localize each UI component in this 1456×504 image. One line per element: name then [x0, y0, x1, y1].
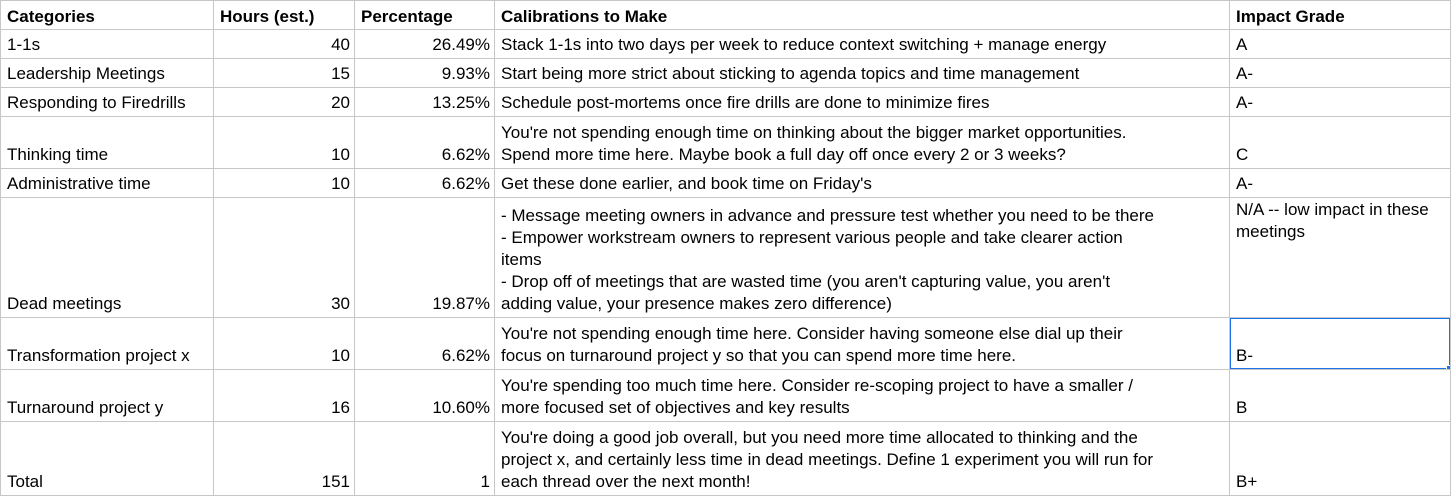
percentage-cell[interactable]: 10.60% [355, 370, 495, 422]
calibration-line: focus on turnaround project y so that you can spend more time here. [501, 346, 1017, 365]
percentage-cell[interactable]: 19.87% [355, 198, 495, 318]
calibration-line: items [501, 250, 542, 269]
table-row [1, 370, 1451, 422]
calibration-cell[interactable] [495, 318, 1230, 370]
calibration-cell[interactable] [495, 59, 1230, 88]
calibration-line: You're spending too much time here. Consider re-scoping project to have a smaller / [501, 376, 1133, 395]
category-cell[interactable]: Total [1, 422, 214, 496]
impact-grade-cell[interactable]: A- [1230, 169, 1451, 198]
header-cell-calibrations[interactable]: Calibrations to Make [495, 1, 1230, 30]
hours-cell[interactable]: 10 [214, 117, 355, 169]
calibration-line: You're doing a good job overall, but you need more time allocated to thinking and the [501, 428, 1138, 447]
percentage-cell[interactable]: 6.62% [355, 117, 495, 169]
calibration-line: more focused set of objectives and key results [501, 398, 850, 417]
impact-grade-cell-selected[interactable] [1230, 318, 1451, 370]
calibration-line: - Empower workstream owners to represent various people and take clearer action [501, 228, 1123, 247]
calibration-cell[interactable] [495, 198, 1230, 318]
table-row [1, 422, 1451, 496]
category-cell[interactable]: Thinking time [1, 117, 214, 169]
percentage-cell[interactable]: 6.62% [355, 169, 495, 198]
category-cell[interactable]: Turnaround project y [1, 370, 214, 422]
calibration-line: - Drop off of meetings that are wasted time (you aren't capturing value, you aren't [501, 272, 1111, 291]
hours-cell[interactable]: 40 [214, 30, 355, 59]
impact-grade-cell[interactable]: B [1230, 370, 1451, 422]
percentage-cell[interactable]: 6.62% [355, 318, 495, 370]
calibration-cell[interactable] [495, 370, 1230, 422]
calibration-line: Start being more strict about sticking to agenda topics and time management [501, 64, 1080, 83]
hours-cell[interactable]: 15 [214, 59, 355, 88]
calibration-cell[interactable] [495, 422, 1230, 496]
calibration-cell[interactable] [495, 30, 1230, 59]
calibration-cell[interactable] [495, 117, 1230, 169]
calibration-line: You're not spending enough time on thinking about the bigger market opportunities. [501, 123, 1127, 142]
header-row [1, 1, 1451, 30]
header-cell-percentage[interactable]: Percentage [355, 1, 495, 30]
calibration-line: - Message meeting owners in advance and pressure test whether you need to be there [501, 206, 1154, 225]
hours-cell[interactable]: 30 [214, 198, 355, 318]
percentage-cell[interactable]: 9.93% [355, 59, 495, 88]
table-row [1, 117, 1451, 169]
calibration-line: Stack 1-1s into two days per week to reduce context switching + manage energy [501, 35, 1107, 54]
calibration-line: You're not spending enough time here. Consider having someone else dial up their [501, 324, 1123, 343]
category-cell[interactable]: Responding to Firedrills [1, 88, 214, 117]
impact-grade-cell[interactable]: B+ [1230, 422, 1451, 496]
percentage-cell[interactable]: 1 [355, 422, 495, 496]
impact-grade-value: B- [1236, 346, 1253, 365]
calibration-line: each thread over the next month! [501, 472, 751, 491]
header-cell-categories[interactable]: Categories [1, 1, 214, 30]
table-row [1, 198, 1451, 318]
header-cell-impact-grade[interactable]: Impact Grade [1230, 1, 1451, 30]
table-row [1, 88, 1451, 117]
calibration-line: adding value, your presence makes zero difference) [501, 294, 892, 313]
header-cell-hours[interactable]: Hours (est.) [214, 1, 355, 30]
table-row [1, 30, 1451, 59]
selection-border [1230, 318, 1451, 370]
calibration-cell[interactable] [495, 88, 1230, 117]
hours-cell[interactable]: 151 [214, 422, 355, 496]
hours-cell[interactable]: 10 [214, 318, 355, 370]
impact-grade-cell[interactable]: A- [1230, 88, 1451, 117]
calibration-line: Spend more time here. Maybe book a full day off once every 2 or 3 weeks? [501, 145, 1066, 164]
category-cell[interactable]: 1-1s [1, 30, 214, 59]
table-row [1, 169, 1451, 198]
category-cell[interactable]: Leadership Meetings [1, 59, 214, 88]
category-cell[interactable]: Administrative time [1, 169, 214, 198]
hours-cell[interactable]: 20 [214, 88, 355, 117]
hours-cell[interactable]: 16 [214, 370, 355, 422]
category-cell[interactable]: Transformation project x [1, 318, 214, 370]
calibration-line: Get these done earlier, and book time on Friday's [501, 174, 872, 193]
fill-handle[interactable] [1446, 365, 1451, 370]
impact-grade-cell[interactable]: A- [1230, 59, 1451, 88]
table-row [1, 318, 1451, 370]
impact-grade-cell[interactable]: C [1230, 117, 1451, 169]
table-row [1, 59, 1451, 88]
category-cell[interactable]: Dead meetings [1, 198, 214, 318]
percentage-cell[interactable]: 26.49% [355, 30, 495, 59]
calibration-line: Schedule post-mortems once fire drills are done to minimize fires [501, 93, 990, 112]
impact-grade-cell[interactable]: A [1230, 30, 1451, 59]
impact-grade-cell[interactable]: N/A -- low impact in these meetings [1230, 198, 1451, 318]
percentage-cell[interactable]: 13.25% [355, 88, 495, 117]
hours-cell[interactable]: 10 [214, 169, 355, 198]
calibration-cell[interactable] [495, 169, 1230, 198]
calibration-line: project x, and certainly less time in dead meetings. Define 1 experiment you will run for [501, 450, 1153, 469]
